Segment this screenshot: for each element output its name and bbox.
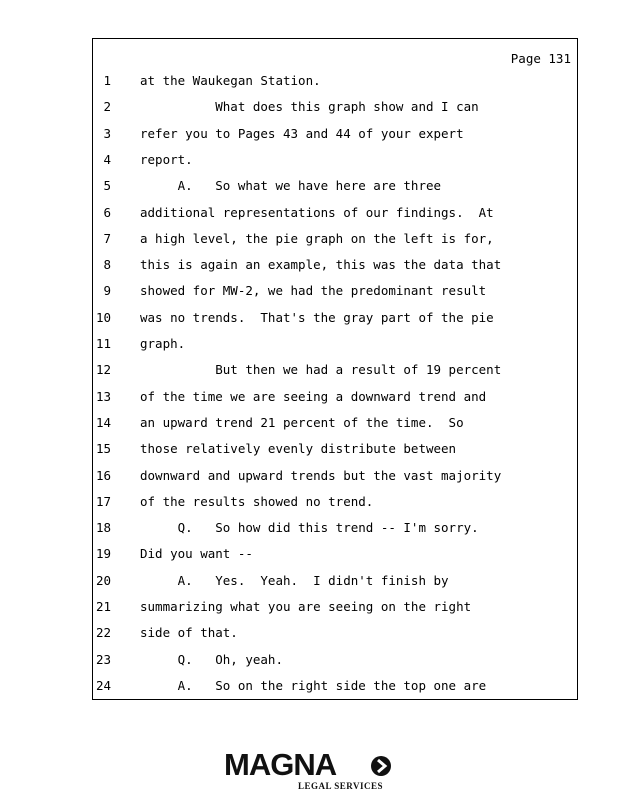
transcript-line <box>93 494 577 514</box>
line-text: refer you to Pages 43 and 44 of your expert <box>140 125 464 141</box>
transcript-line <box>93 205 577 225</box>
line-text: of the results showed no trend. <box>140 493 374 509</box>
line-text: those relatively evenly distribute between <box>140 441 457 457</box>
line-text: Did you want -- <box>140 546 253 562</box>
transcript-line <box>93 73 577 93</box>
line-text: downward and upward trends but the vast majority <box>140 467 502 483</box>
transcript-line <box>93 546 577 566</box>
transcript-line <box>93 231 577 251</box>
line-number: 17 <box>95 493 111 509</box>
transcript-line <box>93 389 577 409</box>
magna-logo <box>224 748 394 794</box>
line-number: 9 <box>103 283 111 299</box>
line-text: Q. Oh, yeah. <box>140 651 283 667</box>
line-text: graph. <box>140 336 186 351</box>
line-number: 1 <box>103 73 111 88</box>
line-number: 16 <box>95 467 111 483</box>
line-text: report. <box>140 151 193 167</box>
line-text: A. So on the right side the top one are <box>140 677 487 693</box>
line-number: 3 <box>103 125 111 141</box>
line-number: 24 <box>95 677 111 693</box>
transcript-page <box>92 38 578 700</box>
line-text: But then we had a result of 19 percent <box>140 362 502 378</box>
line-number: 14 <box>95 414 111 430</box>
line-text: A. Yes. Yeah. I didn't finish by <box>140 572 449 588</box>
transcript-line <box>93 310 577 330</box>
transcript-line <box>93 257 577 277</box>
transcript-line <box>93 599 577 619</box>
line-number: 21 <box>95 599 111 614</box>
transcript-line <box>93 468 577 488</box>
line-number: 7 <box>103 230 111 246</box>
line-text: a high level, the pie graph on the left is for, <box>140 230 494 246</box>
transcript-line <box>93 126 577 146</box>
line-number: 8 <box>103 257 111 273</box>
line-number: 13 <box>95 388 111 404</box>
line-text: this is again an example, this was the data that <box>140 257 502 273</box>
line-text: of the time we are seeing a downward trend and <box>140 388 487 404</box>
line-number: 15 <box>95 441 111 457</box>
line-number: 10 <box>95 309 111 325</box>
line-number: 23 <box>95 651 111 667</box>
transcript-line <box>93 573 577 593</box>
transcript-line <box>93 283 577 303</box>
line-text: showed for MW-2, we had the predominant result <box>140 283 487 299</box>
line-number: 20 <box>95 572 111 588</box>
transcript-line <box>93 441 577 461</box>
transcript-line <box>93 678 577 698</box>
transcript-line <box>93 625 577 645</box>
line-text: A. So what we have here are three <box>140 178 442 194</box>
line-number: 19 <box>95 546 111 562</box>
line-text: additional representations of our findings. At <box>140 204 494 220</box>
line-text: at the Waukegan Station. <box>140 73 321 88</box>
transcript-line <box>93 520 577 540</box>
line-number: 2 <box>103 99 111 115</box>
line-text: an upward trend 21 percent of the time. So <box>140 414 464 430</box>
line-number: 4 <box>103 151 111 167</box>
transcript-line <box>93 336 577 356</box>
line-text: What does this graph show and I can <box>140 99 479 115</box>
chevron-circle-icon <box>370 755 392 777</box>
page-number: Page 131 <box>510 51 571 66</box>
line-number: 12 <box>95 362 111 378</box>
transcript-line <box>93 152 577 172</box>
transcript-line <box>93 652 577 672</box>
logo-wordmark: MAGNA <box>224 747 337 782</box>
line-text: side of that. <box>140 625 238 641</box>
line-number: 11 <box>95 336 111 351</box>
transcript-line <box>93 99 577 119</box>
line-text: Q. So how did this trend -- I'm sorry. <box>140 520 479 536</box>
transcript-line <box>93 362 577 382</box>
line-text: summarizing what you are seeing on the right <box>140 599 472 614</box>
line-number: 18 <box>95 520 111 536</box>
line-number: 6 <box>103 204 111 220</box>
logo-subtitle: LEGAL SERVICES <box>298 781 383 791</box>
line-number: 22 <box>95 625 111 641</box>
line-text: was no trends. That's the gray part of the pie <box>140 309 494 325</box>
line-number: 5 <box>103 178 111 194</box>
transcript-line <box>93 415 577 435</box>
transcript-line <box>93 178 577 198</box>
